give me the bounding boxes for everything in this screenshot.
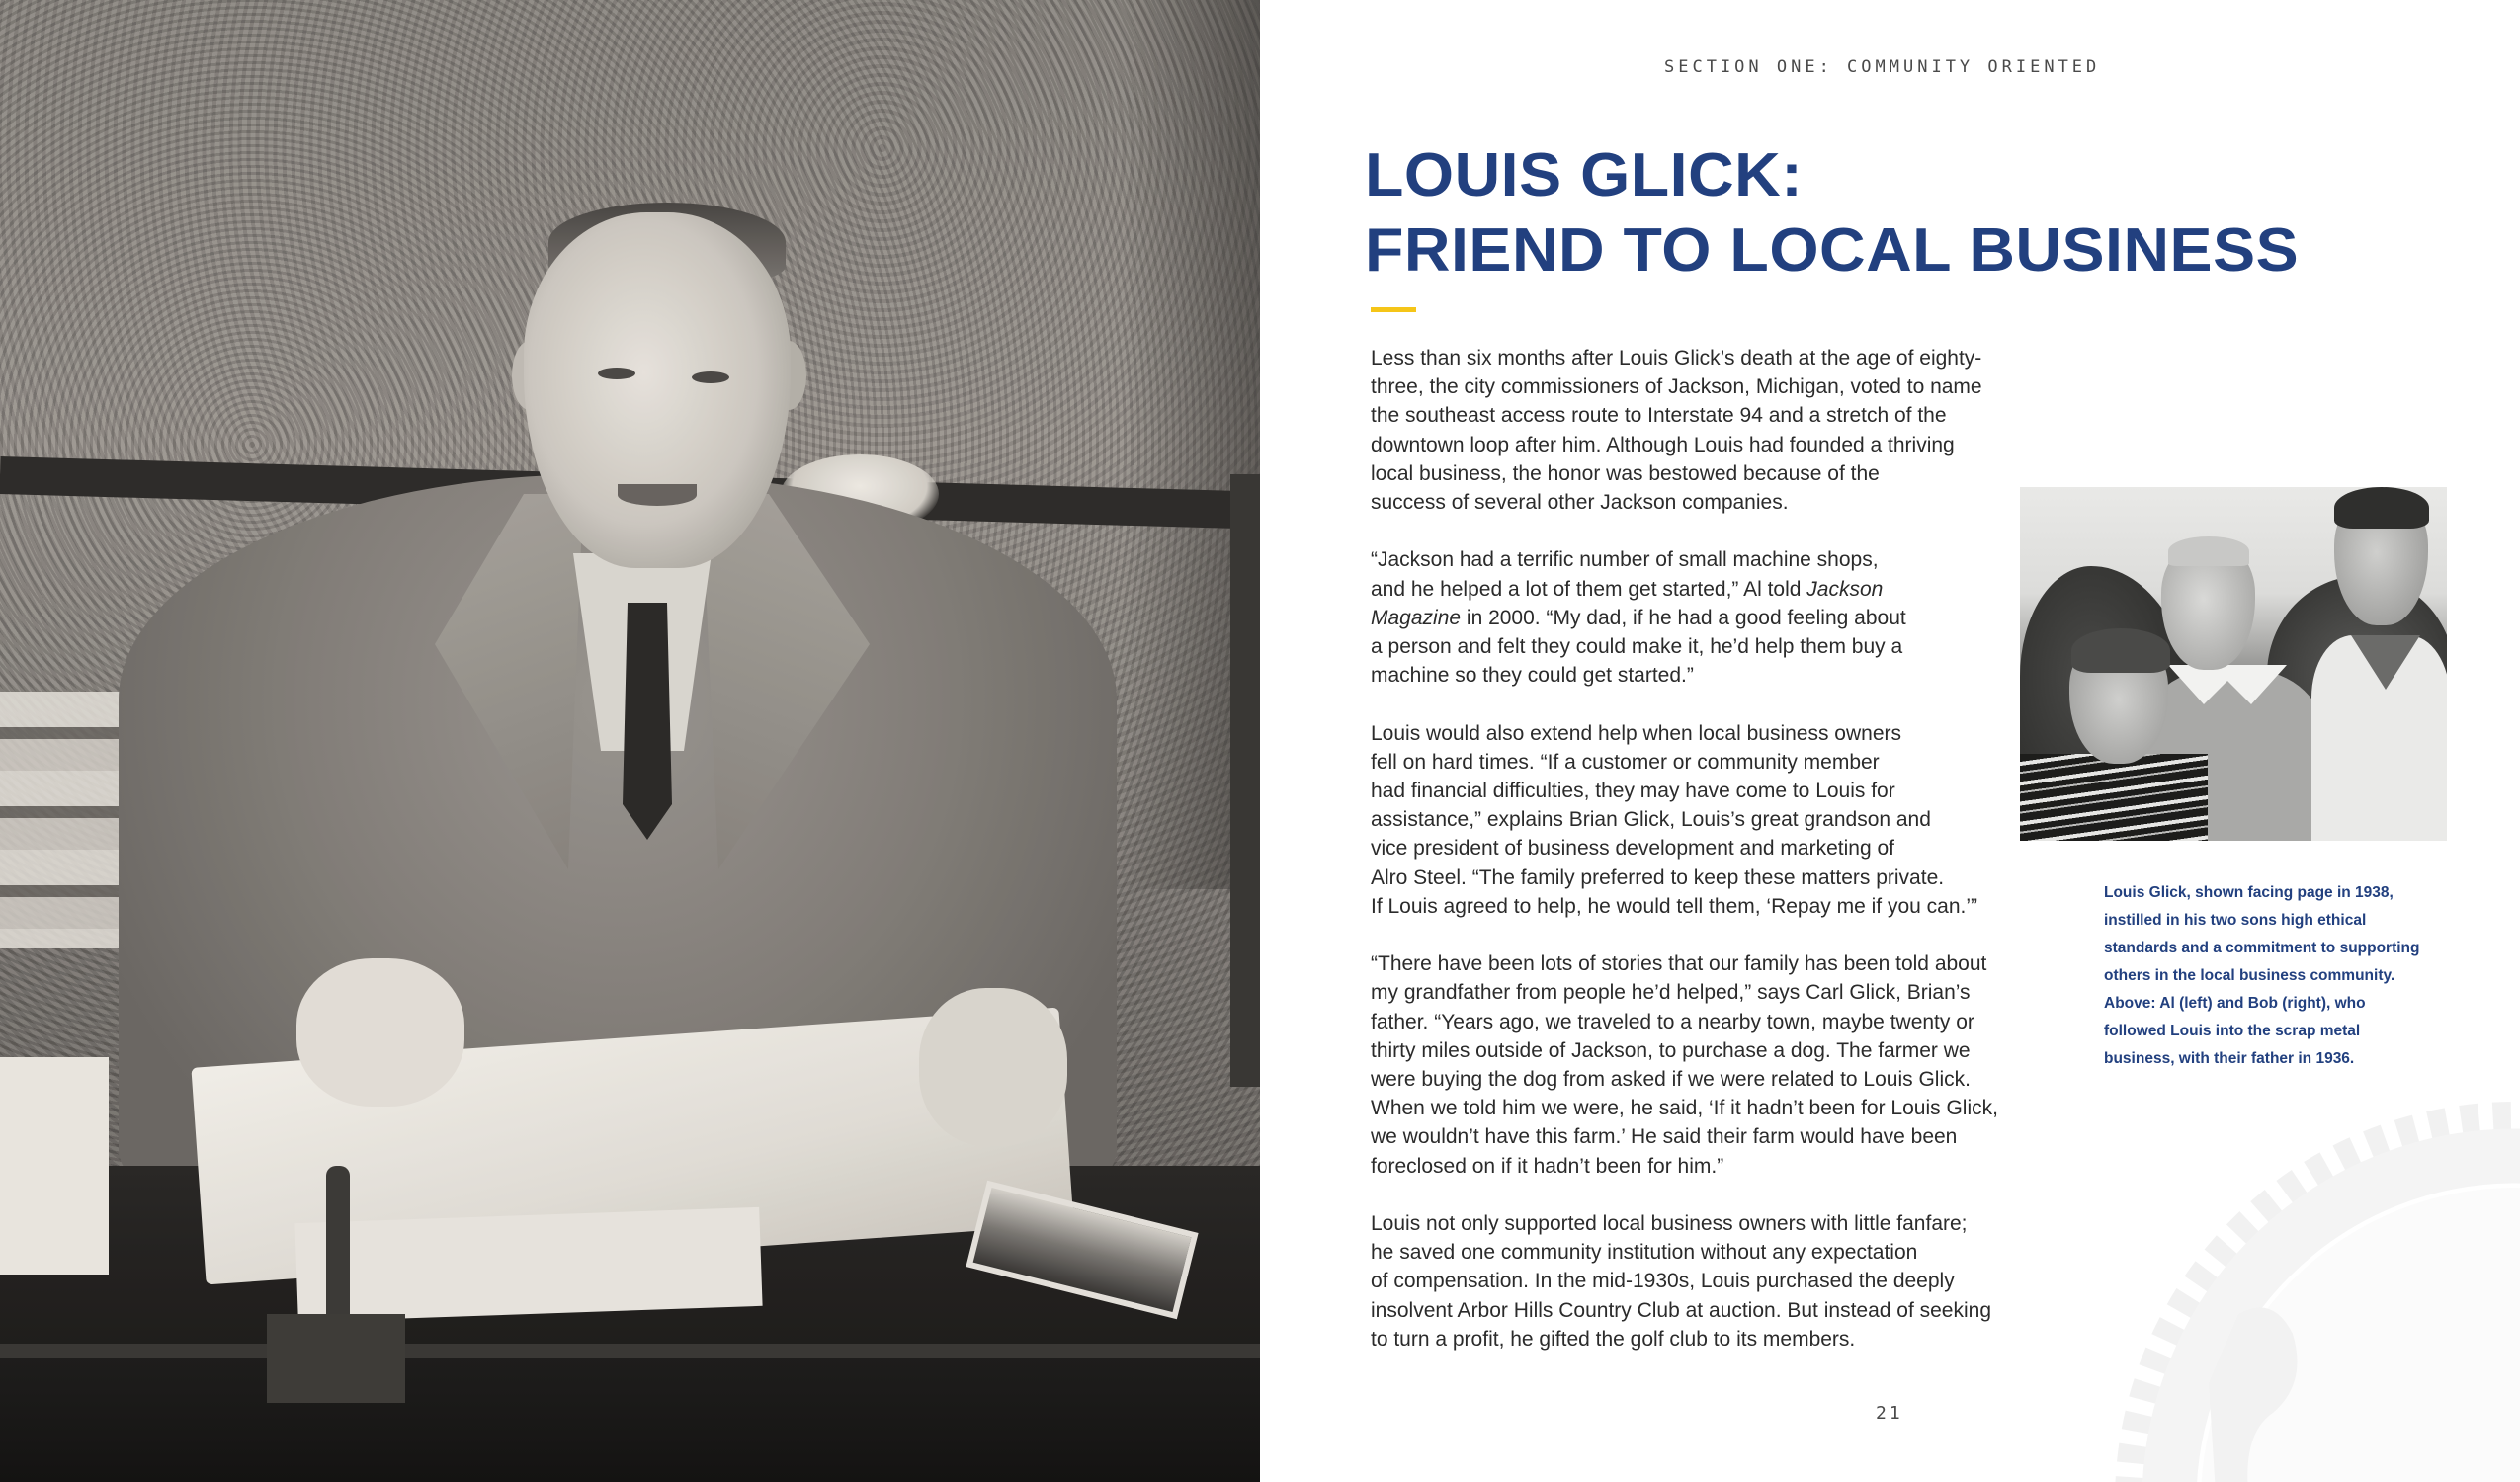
text-line: foreclosed on if it hadn’t been for him.” <box>1371 1154 1724 1178</box>
text-line: insolvent Arbor Hills Country Club at auction. But instead of seeking <box>1371 1298 1992 1322</box>
paragraph-2 <box>1371 545 2082 690</box>
bob-hair <box>2334 487 2429 529</box>
text-line: “There have been lots of stories that our family has been told about <box>1371 952 1987 976</box>
caption-line: Above: Al (left) and Bob (right), who <box>2104 995 2366 1012</box>
text-line: father. “Years ago, we traveled to a nearby town, maybe twenty or <box>1371 1010 1974 1033</box>
text-span: in 2000. “My dad, if he had a good feeling about <box>1461 606 1906 629</box>
text-line: Less than six months after Louis Glick’s death at the age of eighty- <box>1371 347 1982 370</box>
caption-line: business, with their father in 1936. <box>2104 1050 2355 1067</box>
caption-line: followed Louis into the scrap metal <box>2104 1023 2361 1039</box>
text-line: my grandfather from people he’d helped,” says Carl Glick, Brian’s <box>1371 981 1971 1005</box>
text-line: Alro Steel. “The family preferred to keep these matters private. <box>1371 865 1945 889</box>
text-line: the southeast access route to Interstate 94 and a stretch of the <box>1371 404 1947 428</box>
gear-icon <box>2100 1087 2520 1482</box>
caption-line: instilled in his two sons high ethical <box>2104 912 2367 929</box>
accent-rule <box>1371 307 1416 312</box>
text-line: When we told him we were, he said, ‘If it hadn’t been for Louis Glick, <box>1371 1097 1998 1120</box>
text-line: If Louis agreed to help, he would tell them, ‘Repay me if you can.’” <box>1371 894 1978 918</box>
text-span: and he helped a lot of them get started,” Al told <box>1371 577 1807 601</box>
publication-title: Magazine <box>1371 606 1462 629</box>
text-line: thirty miles outside of Jackson, to purchase a dog. The farmer we <box>1371 1038 1971 1062</box>
title-line-1: LOUIS GLICK: <box>1365 141 1804 209</box>
photo-glick-family <box>2020 487 2447 841</box>
photo-caption <box>2104 879 2460 1073</box>
text-line: to turn a profit, he gifted the golf club to its members. <box>1371 1327 1856 1351</box>
text-line: fell on hard times. “If a customer or community member <box>1371 750 1880 774</box>
text-line: assistance,” explains Brian Glick, Louis’s great grandson and <box>1371 808 1931 832</box>
paragraph-5 <box>1371 1209 2082 1354</box>
publication-title: Jackson <box>1806 577 1884 601</box>
text-line: had financial difficulties, they may have come to Louis for <box>1371 780 1895 803</box>
text-line: were buying the dog from asked if we were related to Louis Glick. <box>1371 1068 1971 1092</box>
paragraph-1 <box>1371 344 2082 517</box>
title-line-2: FRIEND TO LOCAL BUSINESS <box>1365 216 2300 285</box>
caption-line: Louis Glick, shown facing page in 1938, <box>2104 884 2394 901</box>
text-line: success of several other Jackson companies. <box>1371 491 1789 515</box>
paragraph-3 <box>1371 719 2082 921</box>
text-line: vice president of business development and marketing of <box>1371 837 1894 861</box>
section-label: SECTION ONE: COMMUNITY ORIENTED <box>1664 57 2101 77</box>
caption-line: others in the local business community. <box>2104 967 2395 984</box>
text-line: “Jackson had a terrific number of small machine shops, <box>1371 548 1879 572</box>
text-line: we wouldn’t have this farm.’ He said their farm would have been <box>1371 1125 1958 1149</box>
text-line: he saved one community institution without any expectation <box>1371 1241 1918 1265</box>
text-line: Louis would also extend help when local business owners <box>1371 721 1901 745</box>
text-line: a person and felt they could make it, he’d help them buy a <box>1371 635 1903 659</box>
page-title <box>1365 138 2495 288</box>
article-body <box>1371 344 2082 1382</box>
text-line: machine so they could get started.” <box>1371 664 1694 688</box>
page-number: 21 <box>1876 1403 1903 1424</box>
al-hair <box>2071 628 2170 673</box>
text-line: of compensation. In the mid-1930s, Louis purchased the deeply <box>1371 1270 1955 1293</box>
text-line <box>1371 604 2082 632</box>
text-line <box>1371 575 2082 604</box>
text-line: Louis not only supported local business owners with little fanfare; <box>1371 1212 1968 1236</box>
text-line: downtown loop after him. Although Louis had founded a thriving <box>1371 433 1955 456</box>
father-hair <box>2168 536 2249 566</box>
caption-line: standards and a commitment to supporting <box>2104 940 2420 956</box>
al-striped-shirt <box>2020 754 2208 841</box>
text-line: three, the city commissioners of Jackson, Michigan, voted to name <box>1371 375 1982 399</box>
paragraph-4 <box>1371 949 2082 1181</box>
text-line: local business, the honor was bestowed because of the <box>1371 461 1880 485</box>
